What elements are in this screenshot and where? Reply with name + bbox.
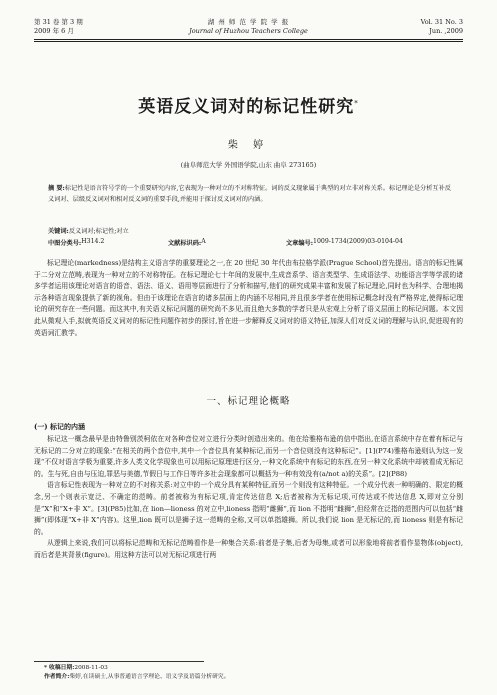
section-paragraph-1: 标记这一概念最早是由特鲁别茨柯依在对各种音位对立进行分类时创造出来的。他在给雅格布逊的信中指出,在语言系统中存在着有标记与无标记的二分对立的现象:“在相关的两个音位中,其中一个音位具有某种标记,而另一个音位则没有这种标记”。[1](P74)雅格布逊则认为这一发现“不仅对语言学极为重要,许多人类文化学现象也可以用标记原理进行区分,一种文化系统中有标记的东西,在另一种文化系统中却被看成无标记的。生与死,自由与压迫,罪恶与美德,节假日与工作日等许多社会现象都可以概括为一种有效没有(a/not a)的关系”。[2](P88): [34, 435, 463, 478]
section-body: [34, 434, 463, 562]
keywords-label: 关键词:: [48, 228, 69, 235]
issue-date-en: Jun. ,2009: [429, 27, 463, 35]
header-rule-thick: [34, 39, 463, 40]
keywords: [48, 226, 129, 235]
intro-paragraph: 标记理论(markedness)是结构主义语言学的重要理论之一,在 20 世纪 30 年代由布拉格学派(Prague School)首先提出。语言的标记性属于二分对立范畴,表现为一种对立的不对称特征。在标记理论七十年间的发展中,生成音系学、语言类型学、生成语法学、功能语言学等学派的诸多学者运用该理论对语言的语音、语法、语义、语用等层面进行了分析和描写,他们的研究成果丰富和发展了标记理论,同时也为科学、合理地揭示各种语言现象提供了新的视角。但由于该理论在语言的诸多层面上的内涵不尽相同,并且很多学者在使用标记概念时没有严格界定,使得标记理论的研究存在一些问题。而这其中,有关语义标记问题的研究尚不多见,而且绝大多数的学者只是从宏观上分析了语义层面上的标记问题。本文因此从微观入手,拟就英语反义词对的标记性问题作初步的探讨,旨在进一步解释反义词对的语义特征,加深人们对反义词的理解与认识,促进现有的英语词汇教学。: [34, 259, 463, 337]
subsection-heading: (一) 标记的内涵: [34, 422, 86, 431]
keywords-text: 反义词对;标记性;对立: [68, 228, 129, 235]
article-title: 英语反义词对的标记性研究*: [138, 97, 359, 117]
section-paragraph-2: 语言标记性表现为一种对立的不对称关系:对立中的一个成分具有某种特征,而另一个则没有这种特征。一个成分代表一种明确的、限定的概念,另一个则表示宽泛、不确定的范畴。前者被称为有标记项,肯定传达信息 X;后者被称为无标记项,可传达或不传达信息 X,即对立分别是“X”和“X+非 X”。[3](P85)比如,在 lion—lioness 的对立中,lioness 指明“雌狮”,而 lion 不指明“雌狮”,但经常在泛指的范围内可以包括“雌狮”(即体现“X+非 X”内容)。这里,lion 既可以是狮子这一范畴的全称,又可以单指雄狮。所以,我们说 lion 是无标记的,而 lioness 则是有标记的。: [34, 481, 463, 536]
author-name: 柴 婷: [227, 140, 270, 151]
journal-name: [34, 18, 463, 36]
header-rule-thin: [34, 41, 463, 42]
footnote-rule: [34, 661, 204, 662]
issue-date: 2009 年 6 月: [34, 27, 74, 35]
journal-name-cn: 湖 州 师 范 学 院 学 报: [207, 18, 290, 26]
article-number: 文章编号: 1009-1734(2009)03-0104-04: [286, 238, 403, 247]
title-footnote-mark: *: [354, 99, 359, 108]
document-code: 文献标识码: A: [168, 238, 206, 247]
received-date: * 收稿日期:2008-11-03: [44, 665, 108, 671]
volume-issue-en: Vol. 31 No. 3: [420, 18, 463, 26]
author-bio: 作者简介:柴婷,在读硕士,从事普通语言学理论、语义学及语篇分析研究。: [44, 674, 230, 680]
section-heading: 一、标记理论概略: [206, 396, 291, 407]
journal-name-en: Journal of Huzhou Teachers College: [189, 27, 308, 35]
footnote: [44, 664, 230, 682]
abstract: [48, 184, 451, 205]
section-paragraph-3: 从逻辑上来说,我们可以将标记范畴和无标记范畴看作是一种集合关系:前者是子集,后者为母集,或者可以形象地将前者看作显物体(object),而后者是其背景(figure)。用这种方法可以对无标记项进行两: [34, 539, 463, 559]
abstract-text: 标记性是语言符号学的一个重要研究内容,它表现为一种对立的不对称特征。词的反义现象属于典型的对立非对称关系。标记理论是分析互补反义词对、层级反义词对和相对反义词的重要手段,并能用于探讨反义词对的内涵。: [48, 185, 451, 203]
abstract-label: 摘 要:: [48, 185, 65, 192]
clc-number: 中图分类号: H314.2: [48, 238, 105, 247]
author-affiliation: (曲阜师范大学 外国语学院,山东 曲阜 273165): [180, 161, 317, 169]
volume-issue: 第 31 卷 第 3 期: [34, 18, 83, 26]
volume-info-en: [421, 18, 463, 36]
